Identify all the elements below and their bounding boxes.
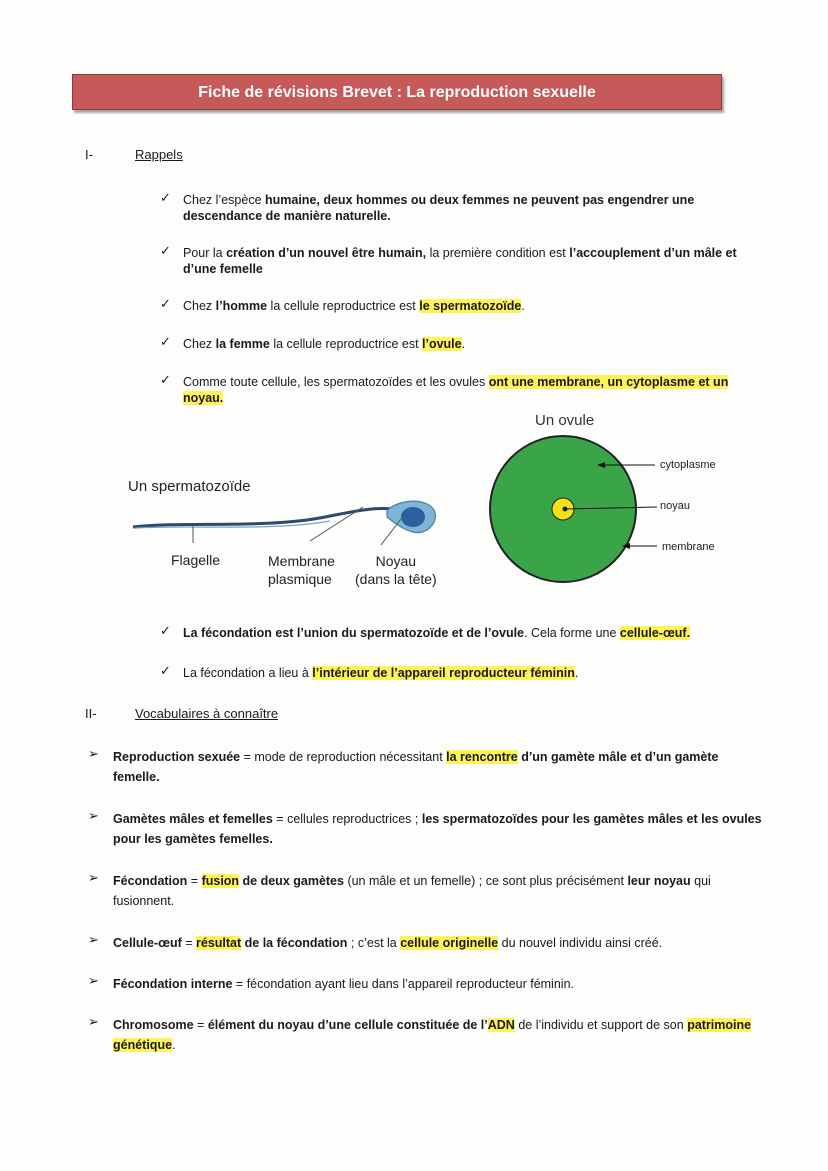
sperm-illustration — [125, 495, 445, 555]
section-number: II- — [85, 706, 97, 721]
highlighted-text: fusion — [201, 874, 240, 888]
page-title: Fiche de révisions Brevet : La reproduction sexuelle — [72, 74, 722, 110]
text-run: (un mâle et un femelle) ; ce sont plus précisément — [343, 874, 628, 888]
text-run: élément du noyau d’une cellule constituée de l’ — [207, 1018, 488, 1032]
text-run: Chez — [183, 299, 216, 313]
highlighted-text: la rencontre — [446, 750, 518, 764]
highlighted-text: ADN — [487, 1018, 515, 1032]
arrow-bullet-icon: ➢ — [88, 870, 99, 885]
text-run: . Cela forme une — [524, 626, 620, 640]
cytoplasme-label: cytoplasme — [660, 459, 716, 471]
noyau-label: Noyau (dans la tête) — [355, 553, 437, 587]
list-item — [113, 747, 763, 787]
highlighted-text: patrimoine génétique — [113, 1018, 752, 1052]
text-run: Gamètes mâles et femelles — [113, 812, 273, 826]
text-run: = — [181, 936, 196, 950]
text-run: La fécondation a lieu à — [183, 666, 313, 680]
check-icon: ✓ — [160, 296, 171, 311]
highlighted-text: cellule originelle — [400, 936, 499, 950]
text-run: Cellule-œuf — [113, 936, 182, 950]
section-title: Vocabulaires à connaître — [135, 706, 279, 721]
highlighted-text: l’intérieur de l’appareil reproducteur féminin — [312, 666, 575, 680]
text-run: du nouvel individu ainsi créé. — [498, 936, 663, 950]
ovule-diagram-title: Un ovule — [535, 412, 595, 429]
text-run: ; c’est la — [347, 936, 401, 950]
check-icon: ✓ — [160, 663, 171, 678]
text-run: . — [574, 666, 579, 680]
membrane-ovule-label: membrane — [662, 541, 715, 553]
section-number: I- — [85, 147, 93, 162]
text-run: Chromosome — [113, 1018, 194, 1032]
highlighted-text: cellule-œuf. — [619, 626, 691, 640]
text-run: la cellule reproductrice est — [267, 299, 420, 313]
text-run: = mode de reproduction nécessitant — [240, 750, 447, 764]
text-run: la femme — [215, 337, 270, 351]
text-run: Pour la — [183, 246, 227, 260]
text-run: Fécondation — [113, 874, 188, 888]
text-run: la cellule reproductrice est — [269, 337, 423, 351]
flagelle-label: Flagelle — [171, 552, 221, 568]
highlighted-text: l’ovule — [422, 337, 462, 351]
text-run: l’homme — [215, 299, 268, 313]
arrow-bullet-icon: ➢ — [88, 973, 99, 988]
text-run: . — [172, 1038, 176, 1052]
text-run: Fécondation interne — [113, 977, 233, 991]
list-item — [113, 974, 763, 994]
text-run: = cellules reproductrices ; — [272, 812, 422, 826]
text-run: La fécondation est l’union du spermatozoïde et de l’ovule — [183, 626, 525, 640]
list-item — [113, 933, 763, 953]
text-run: de l’individu et support de son — [514, 1018, 688, 1032]
text-run: Reproduction sexuée — [113, 750, 241, 764]
list-item — [113, 809, 763, 849]
list-item — [113, 1015, 763, 1055]
check-icon: ✓ — [160, 243, 171, 258]
list-item — [183, 374, 758, 406]
text-run: de deux gamètes — [239, 874, 344, 888]
arrow-bullet-icon: ➢ — [88, 746, 99, 761]
list-item — [183, 298, 743, 314]
text-run: Chez — [183, 337, 216, 351]
section-title: Rappels — [135, 147, 183, 162]
text-run: . — [461, 337, 466, 351]
noyau-ovule-label: noyau — [660, 500, 690, 512]
text-run: Comme toute cellule, les spermatozoïdes et les ovules — [183, 375, 489, 389]
text-run: = — [187, 874, 202, 888]
text-run: les spermatozoïdes pour les gamètes mâles et les ovules pour les gamètes femelles. — [113, 812, 762, 846]
list-item — [183, 192, 743, 224]
text-run: leur noyau — [627, 874, 691, 888]
membrane-label: Membrane plasmique — [268, 553, 335, 587]
highlighted-text: ont une membrane, un cytoplasme et un noyau. — [183, 375, 729, 405]
list-item — [183, 336, 743, 352]
text-run: . — [521, 299, 525, 313]
check-icon: ✓ — [160, 372, 171, 387]
sperm-diagram-title: Un spermatozoïde — [128, 478, 251, 495]
ovule-illustration — [485, 433, 730, 585]
text-run: = — [193, 1018, 208, 1032]
text-run: de la fécondation — [241, 936, 348, 950]
text-run: l’accouplement d’un mâle et d’une femelle — [183, 246, 737, 276]
text-run: la première condition est — [426, 246, 570, 260]
text-run: qui fusionnent. — [113, 874, 711, 908]
arrow-bullet-icon: ➢ — [88, 1014, 99, 1029]
text-run: = fécondation ayant lieu dans l’appareil reproducteur féminin. — [232, 977, 574, 991]
highlighted-text: le spermatozoïde — [419, 299, 522, 313]
check-icon: ✓ — [160, 190, 171, 205]
text-run: humaine, deux hommes ou deux femmes ne peuvent pas engendrer une descendance de manière naturelle. — [183, 193, 695, 223]
text-run: création d’un nouvel être humain, — [226, 246, 427, 260]
check-icon: ✓ — [160, 334, 171, 349]
highlighted-text: résultat — [196, 936, 242, 950]
list-item — [183, 665, 783, 681]
list-item — [183, 245, 758, 277]
arrow-bullet-icon: ➢ — [88, 808, 99, 823]
list-item — [183, 625, 783, 641]
text-run: d’un gamète mâle et d’un gamète femelle. — [113, 750, 719, 784]
text-run: Chez l’espèce — [183, 193, 265, 207]
list-item — [113, 871, 763, 911]
check-icon: ✓ — [160, 623, 171, 638]
arrow-bullet-icon: ➢ — [88, 932, 99, 947]
